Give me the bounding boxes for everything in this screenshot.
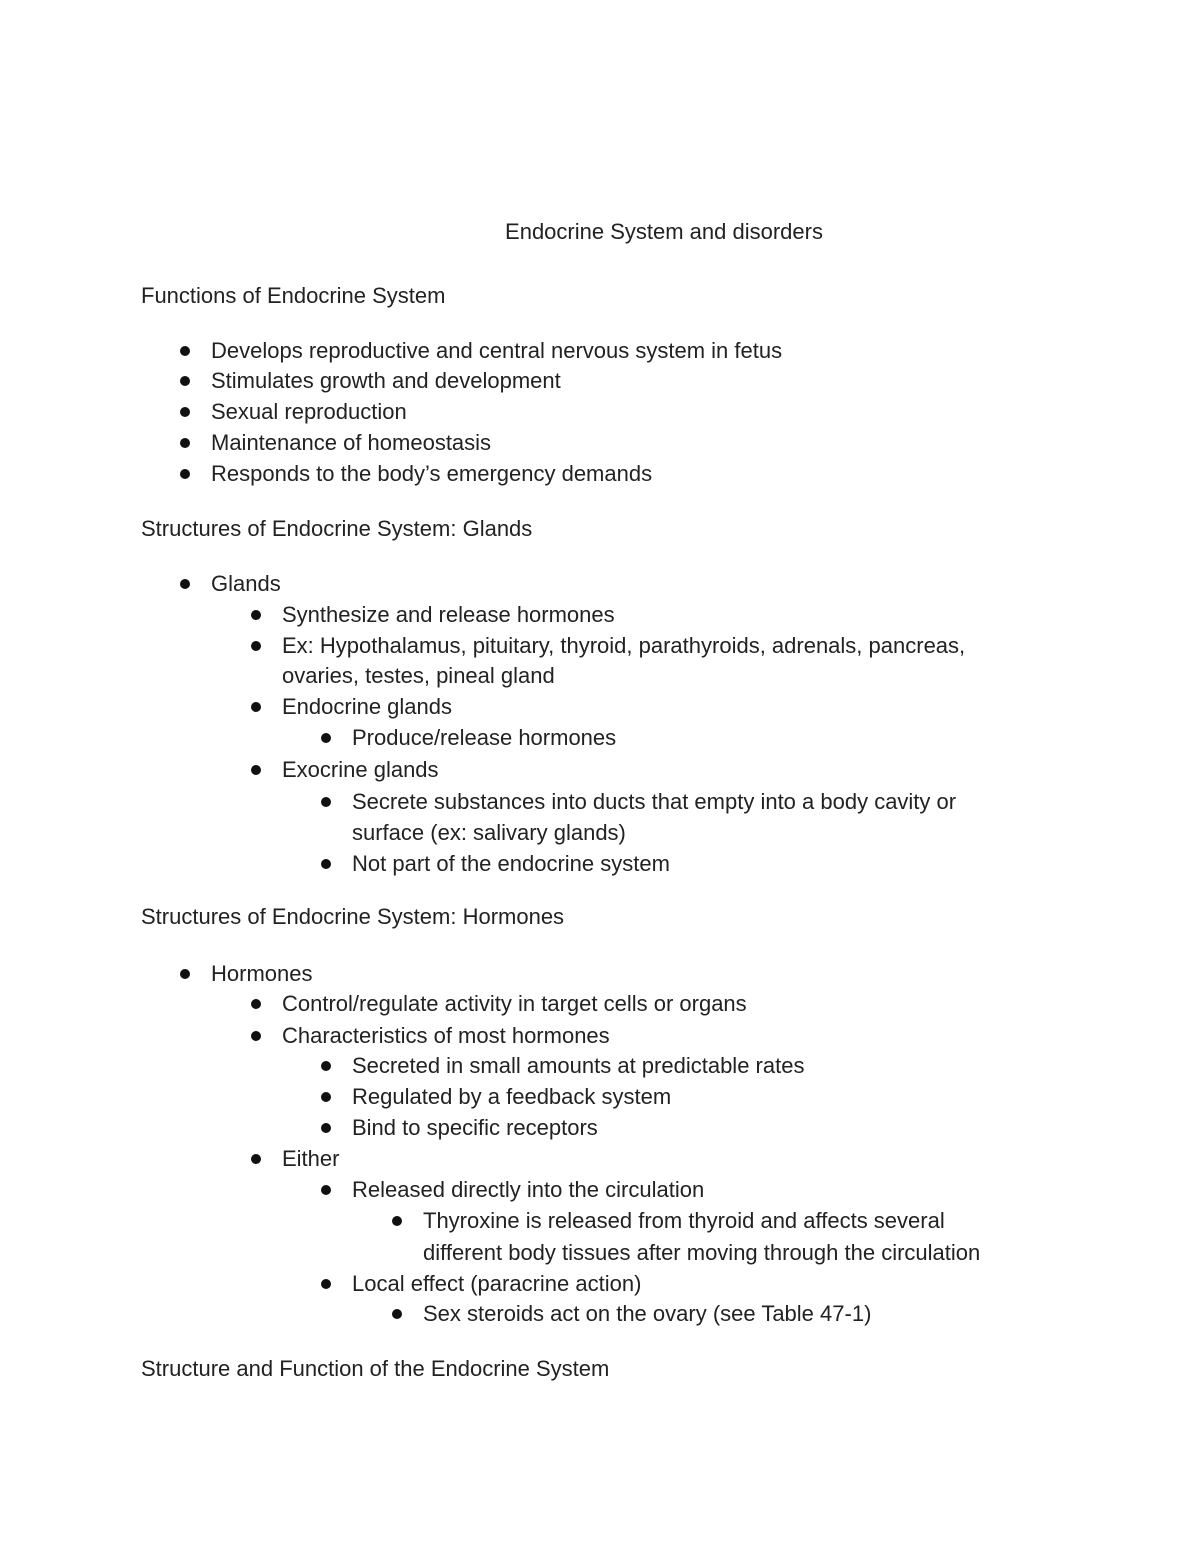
- bullet-icon: [180, 579, 190, 589]
- list-item-text: Either: [282, 1146, 340, 1171]
- bullet-icon: [180, 407, 190, 417]
- list-item-text: Produce/release hormones: [352, 725, 617, 750]
- bullet-icon: [321, 1279, 331, 1289]
- bullet-icon: [392, 1216, 402, 1226]
- list-item-text: Bind to specific receptors: [352, 1115, 598, 1140]
- list-item-text: Thyroxine is released from thyroid and affects several: [423, 1208, 945, 1233]
- list-item-text: Stimulates growth and development: [211, 368, 561, 393]
- list-item-text: Secrete substances into ducts that empty into a body cavity or: [352, 789, 957, 814]
- list-item-text: Ex: Hypothalamus, pituitary, thyroid, parathyroids, adrenals, pancreas,: [282, 633, 966, 658]
- bullet-icon: [321, 733, 331, 743]
- document-title: Endocrine System and disorders: [505, 219, 823, 244]
- list-item-text: Endocrine glands: [282, 694, 453, 719]
- bullet-icon: [180, 469, 190, 479]
- bullet-icon: [251, 1031, 261, 1041]
- bullet-icon: [251, 610, 261, 620]
- bullet-icon: [180, 438, 190, 448]
- bullet-icon: [321, 859, 331, 869]
- list-item-text: Local effect (paracrine action): [352, 1271, 642, 1296]
- list-item-text: Hormones: [211, 961, 313, 986]
- bullet-icon: [180, 969, 190, 979]
- list-item-text: Synthesize and release hormones: [282, 602, 615, 627]
- bullet-icon: [251, 1154, 261, 1164]
- list-item-text: Secreted in small amounts at predictable rates: [352, 1053, 805, 1078]
- bullet-icon: [251, 999, 261, 1009]
- list-item-text: different body tissues after moving through the circulation: [423, 1240, 981, 1265]
- bullet-icon: [251, 641, 261, 651]
- section-heading-functions: Functions of Endocrine System: [141, 283, 446, 308]
- section-heading-glands: Structures of Endocrine System: Glands: [141, 516, 533, 541]
- bullet-icon: [392, 1309, 402, 1319]
- list-item-text: Released directly into the circulation: [352, 1177, 705, 1202]
- bullet-icon: [321, 1092, 331, 1102]
- list-item-text: Not part of the endocrine system: [352, 851, 670, 876]
- list-item-text: Glands: [211, 571, 281, 596]
- bullet-icon: [251, 702, 261, 712]
- list-item-text: Sex steroids act on the ovary (see Table 47-1): [423, 1301, 872, 1326]
- list-item-text: Characteristics of most hormones: [282, 1023, 610, 1048]
- bullet-icon: [321, 1185, 331, 1195]
- list-item-text: ovaries, testes, pineal gland: [282, 663, 555, 688]
- list-item-text: Sexual reproduction: [211, 399, 407, 424]
- list-item-text: Control/regulate activity in target cells or organs: [282, 991, 747, 1016]
- bullet-icon: [321, 797, 331, 807]
- section-heading-structure-function: Structure and Function of the Endocrine System: [141, 1356, 610, 1381]
- list-item-text: Develops reproductive and central nervous system in fetus: [211, 338, 783, 363]
- list-item-text: Responds to the body’s emergency demands: [211, 461, 653, 486]
- bullet-icon: [180, 376, 190, 386]
- list-item-text: Maintenance of homeostasis: [211, 430, 492, 455]
- list-item-text: Regulated by a feedback system: [352, 1084, 672, 1109]
- bullet-icon: [180, 346, 190, 356]
- list-item-text: Exocrine glands: [282, 757, 439, 782]
- bullet-icon: [321, 1123, 331, 1133]
- section-heading-hormones: Structures of Endocrine System: Hormones: [141, 904, 565, 929]
- bullet-icon: [321, 1061, 331, 1071]
- list-item-text: surface (ex: salivary glands): [352, 820, 626, 845]
- bullet-icon: [251, 765, 261, 775]
